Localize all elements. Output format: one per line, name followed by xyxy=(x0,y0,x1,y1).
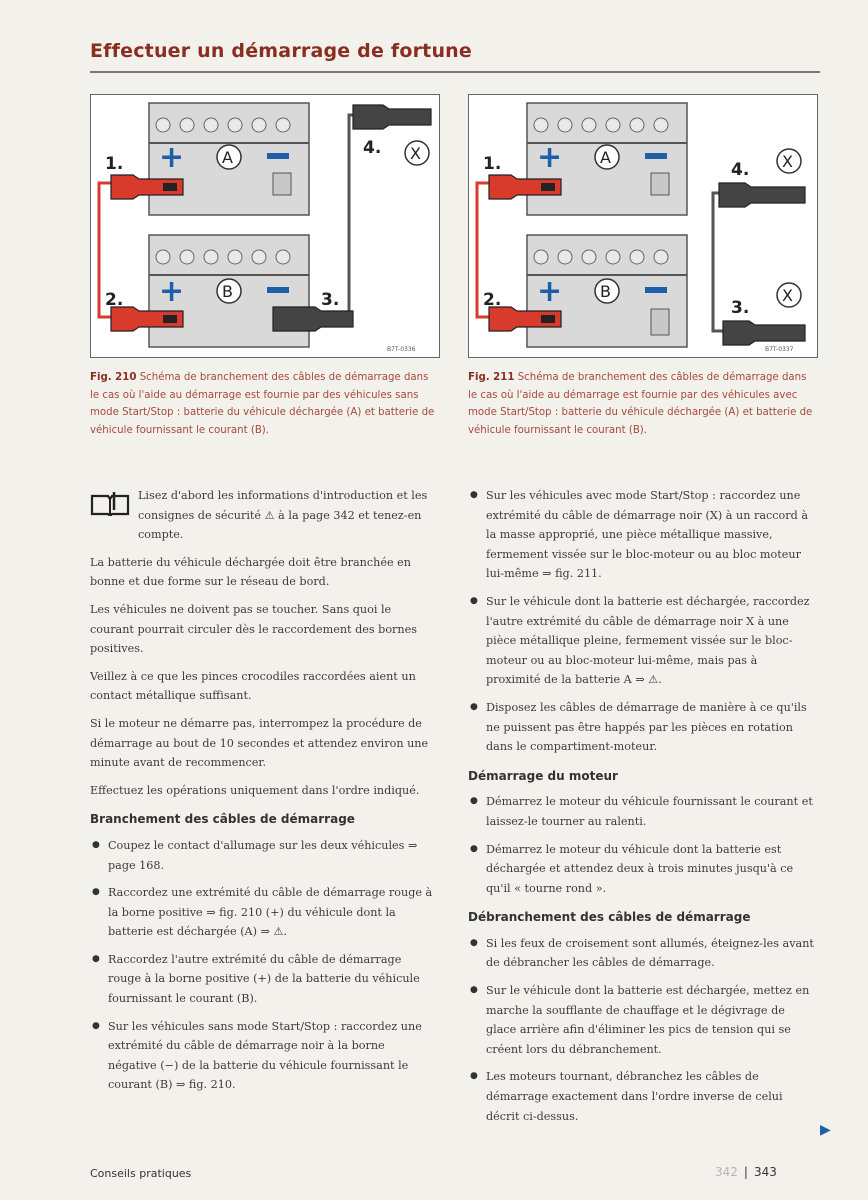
label-b: B xyxy=(222,282,233,301)
label-4: 4. xyxy=(731,160,750,180)
page-title: Effectuer un démarrage de fortune xyxy=(90,40,472,62)
right-column xyxy=(468,486,814,1134)
intro-note xyxy=(90,486,435,545)
label-3: 3. xyxy=(731,298,750,318)
list-item: ● Raccordez une extrémité du câble de démarrage rouge à la borne positive ⇒ fig. 210 (+) du véhicule dont la batterie est déchargée (A) ⇒ ⚠. xyxy=(90,883,435,942)
figure-code: B7T-0336 xyxy=(387,346,416,353)
title-rule xyxy=(90,71,820,73)
svg-text:+: + xyxy=(159,140,185,175)
list-item: ● Raccordez l'autre extrémité du câble de démarrage rouge à la borne positive (+) de la batterie du véhicule fournissant le courant (B). xyxy=(90,950,435,1009)
list-item: ● Sur les véhicules sans mode Start/Stop : raccordez une extrémité du câble de démarrage noir à la borne négative (−) de la batterie du véhicule fournissant le courant (B) ⇒ fig. 210. xyxy=(90,1017,435,1095)
list-item: ● Coupez le contact d'allumage sur les deux véhicules ⇒ page 168. xyxy=(90,836,435,875)
svg-text:+: + xyxy=(537,140,563,175)
list-item: ● Les moteurs tournant, débranchez les câbles de démarrage exactement dans l'ordre inverse de celui décrit ci-dessus. xyxy=(468,1067,814,1126)
caption-number: Fig. 211 xyxy=(468,372,515,383)
label-1: 1. xyxy=(105,154,124,174)
label-2: 2. xyxy=(105,290,124,310)
figure-211 xyxy=(468,94,818,358)
list-item: ● Disposez les câbles de démarrage de manière à ce qu'ils ne puissent pas être happés par les pièces en rotation dans le compartiment-moteur. xyxy=(468,698,814,757)
paragraph: La batterie du véhicule déchargée doit être branchée en bonne et due forme sur le réseau de bord. xyxy=(90,555,411,589)
label-b: B xyxy=(600,282,611,301)
left-column xyxy=(90,486,435,1103)
section-heading: Démarrage du moteur xyxy=(468,768,618,783)
paragraph: Les véhicules ne doivent pas se toucher. Sans quoi le courant pourrait circuler dès le raccordement des bornes positives. xyxy=(90,602,417,656)
figure-code: B7T-0337 xyxy=(765,346,794,353)
list-item: ● Démarrez le moteur du véhicule dont la batterie est déchargée et attendez deux à trois minutes jusqu'à ce qu'il « tourne rond ». xyxy=(468,840,814,899)
label-1: 1. xyxy=(483,154,502,174)
figure-211-caption xyxy=(468,369,814,439)
label-a: A xyxy=(600,148,611,167)
figure-210-caption xyxy=(90,369,436,439)
svg-text:+: + xyxy=(159,274,185,309)
paragraph: Si le moteur ne démarre pas, interrompez la procédure de démarrage au bout de 10 secondes et attendez environ une minute avant de recommencer. xyxy=(90,716,429,770)
label-x: X xyxy=(410,144,421,163)
caption-text: Schéma de branchement des câbles de démarrage dans le cas où l'aide au démarrage est fournie par des véhicules sans mode Start/Stop : batterie du véhicule déchargée (A) et batterie de véhicule fournissant le courant (B). xyxy=(90,372,435,436)
page-numbers xyxy=(715,1165,777,1179)
label-x: X xyxy=(782,286,793,305)
intro-text: Lisez d'abord les informations d'introduction et les consignes de sécurité ⚠ à la page 342 et tenez-en compte. xyxy=(138,489,428,542)
label-x: X xyxy=(782,152,793,171)
section-heading: Débranchement des câbles de démarrage xyxy=(468,910,751,925)
list-item: ● Sur les véhicules avec mode Start/Stop : raccordez une extrémité du câble de démarrage noir (X) à un raccord à la masse approprié, une pièce métallique massive, fermement vissée sur le bloc-moteur ou au bloc moteur lui-même ⇒ fig. 211. xyxy=(468,486,814,584)
page-separator: | xyxy=(743,1165,748,1179)
section-heading: Branchement des câbles de démarrage xyxy=(90,812,355,827)
paragraph: Effectuez les opérations uniquement dans l'ordre indiqué. xyxy=(90,783,420,797)
label-3: 3. xyxy=(321,290,340,310)
list-item: ● Sur le véhicule dont la batterie est déchargée, mettez en marche la soufflante de chauffage et le dégivrage de glace arrière afin d'éliminer les pics de tension qui se créent lors du débranchement. xyxy=(468,981,814,1059)
next-page-arrow-icon[interactable]: ▶ xyxy=(820,1122,831,1138)
page-number-prev: 342 xyxy=(715,1165,738,1179)
label-2: 2. xyxy=(483,290,502,310)
figure-210 xyxy=(90,94,440,358)
svg-text:+: + xyxy=(537,274,563,309)
label-4: 4. xyxy=(363,138,382,158)
list-item: ● Si les feux de croisement sont allumés, éteignez-les avant de débrancher les câbles de démarrage. xyxy=(468,934,814,973)
book-icon xyxy=(90,490,130,516)
list-item: ● Démarrez le moteur du véhicule fournissant le courant et laissez-le tourner au ralenti. xyxy=(468,792,814,831)
footer-section: Conseils pratiques xyxy=(90,1167,192,1180)
caption-number: Fig. 210 xyxy=(90,372,137,383)
list-item: ● Sur le véhicule dont la batterie est déchargée, raccordez l'autre extrémité du câble de démarrage noir X à une pièce métallique pleine, fermement vissée sur le bloc-moteur ou au bloc-moteur lui-même, mais pas à proximité de la batterie A ⇒ ⚠. xyxy=(468,592,814,690)
paragraph: Veillez à ce que les pinces crocodiles raccordées aient un contact métallique suffisant. xyxy=(90,669,416,703)
label-a: A xyxy=(222,148,233,167)
page-number-current: 343 xyxy=(753,1165,777,1179)
caption-text: Schéma de branchement des câbles de démarrage dans le cas où l'aide au démarrage est fournie par des véhicules avec mode Start/Stop : batterie du véhicule déchargée (A) et batterie de véhicule fournissant le courant (B). xyxy=(468,372,813,436)
